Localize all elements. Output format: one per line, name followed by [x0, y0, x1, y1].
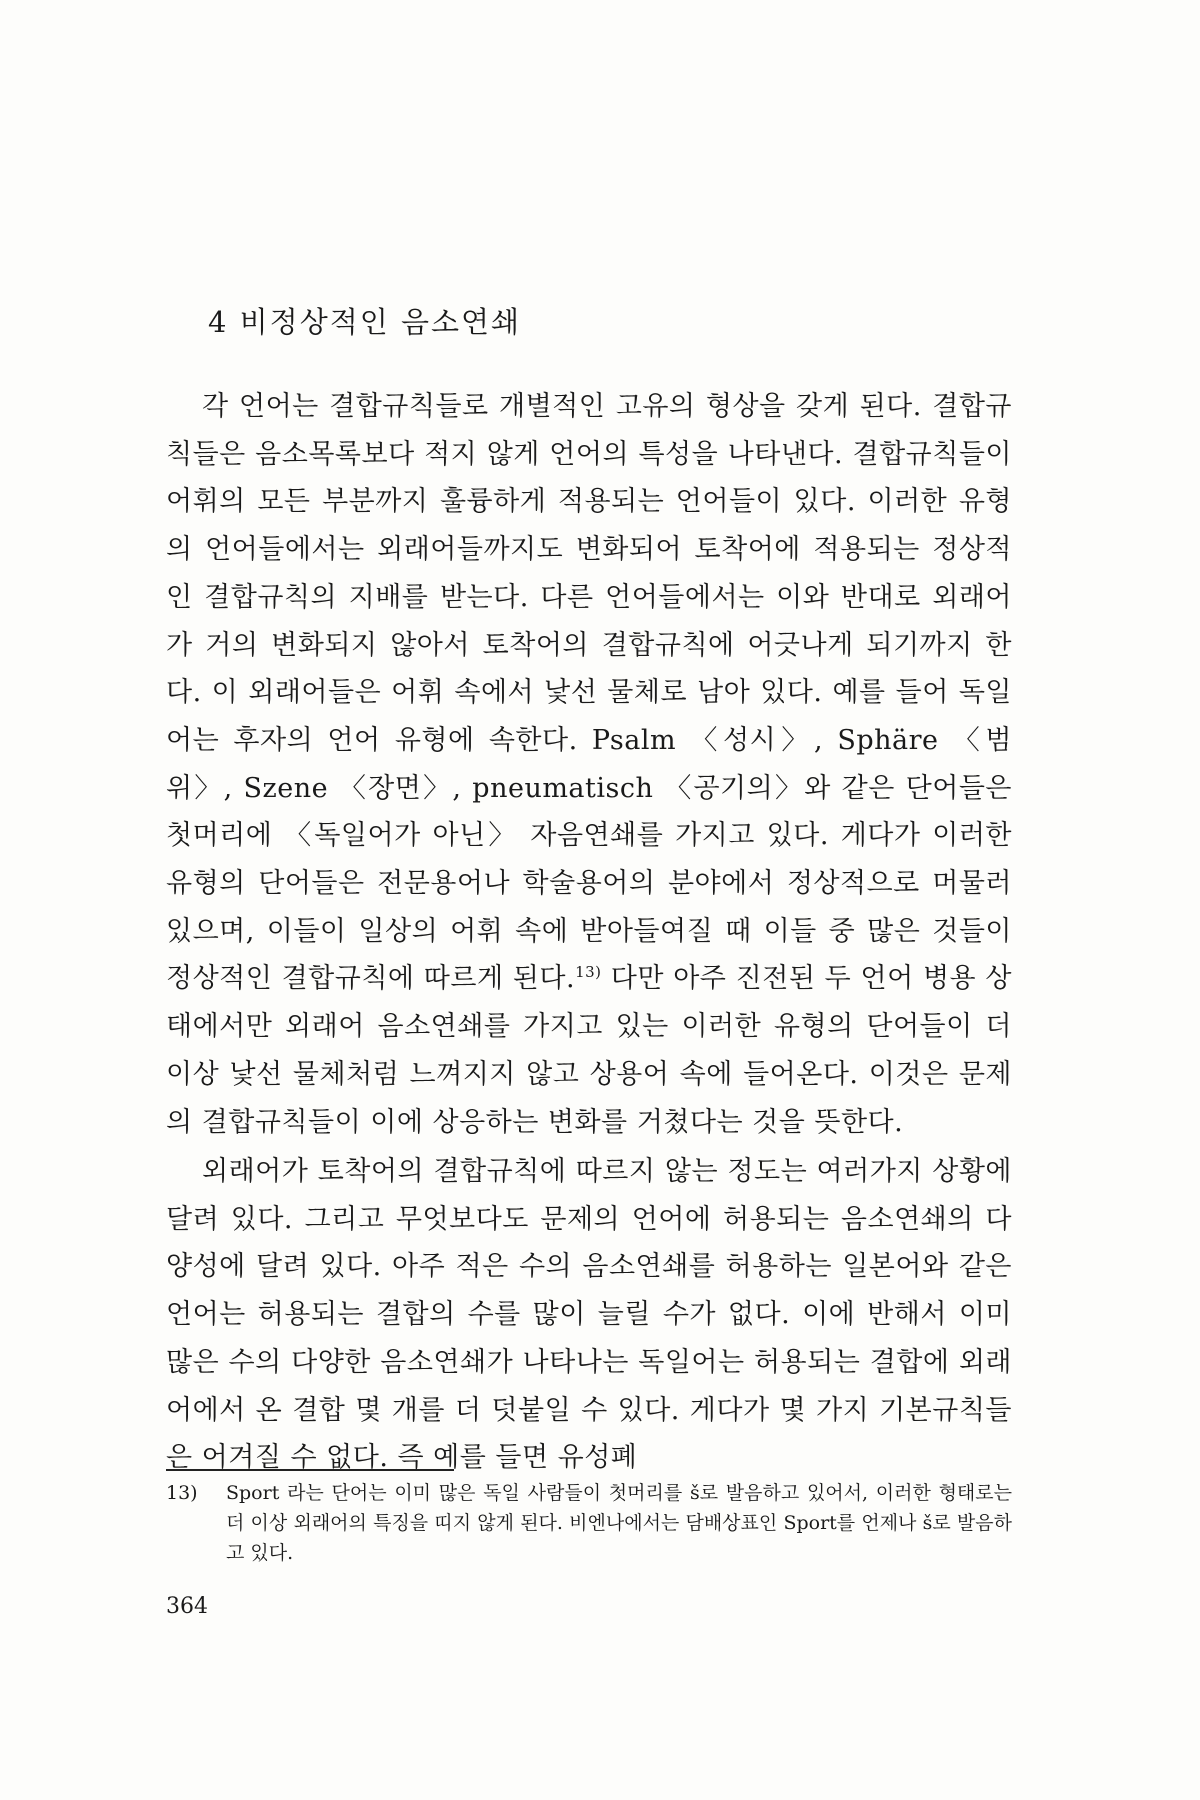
footnote-reference: 13)	[575, 963, 602, 982]
footnote-number: 13)	[166, 1482, 198, 1504]
footnote	[166, 1478, 1012, 1568]
body-paragraph-2: 외래어가 토착어의 결합규칙에 따르지 않는 정도는 여러가지 상황에 달려 있다. 그리고 무엇보다도 문제의 언어에 허용되는 음소연쇄의 다양성에 달려 있다. 아주 적은 수의 음소연쇄를 허용하는 일본어와 같은 언어는 허용되는 결합의 수를 많이 늘릴 수가 없다. 이에 반해서 이미 많은 수의 다양한 음소연쇄가 나타나는 독일어는 허용되는 결합에 외래어에서 온 결합 몇 개를 더 덧붙일 수 있다. 게다가 몇 가지 기본규칙들은 어겨질 수 없다. 즉 예를 들면 유성폐	[166, 1156, 1012, 1474]
paragraph-1-text-a: 각 언어는 결합규칙들로 개별적인 고유의 형상을 갖게 된다. 결합규칙들은 음소목록보다 적지 않게 언어의 특성을 나타낸다. 결합규칙들이 어휘의 모든 부분까지 훌륭하게 적용되는 언어들이 있다. 이러한 유형의 언어들에서는 외래어들까지도 변화되어 토착어에 적용되는 정상적인 결합규칙의 지배를 받는다. 다른 언어들에서는 이와 반대로 외래어가 거의 변화되지 않아서 토착어의 결합규칙에 어긋나게 되기까지 한다. 이 외래어들은 어휘 속에서 낯선 물체로 남아 있다. 예를 들어 독일어는 후자의 언어 유형에 속한다. Psalm 〈성시〉, Sphäre 〈범위〉, Szene 〈장면〉, pneumatisch 〈공기의〉와 같은 단어들은 첫머리에 〈독일어가 아닌〉 자음연쇄를 가지고 있다. 게다가 이러한 유형의 단어들은 전문용어나 학술용어의 분야에서 정상적으로 머물러 있으며, 이들이 일상의 어휘 속에 받아들여질 때 이들 중 많은 것들이 정상적인 결합규칙에 따르게 된다.	[166, 391, 1012, 995]
body-paragraph-1	[166, 383, 1012, 1146]
paragraph-1-text-b: 다만 아주 진전된 두 언어 병용 상태에서만 외래어 음소연쇄를 가지고 있는 이러한 유형의 단어들이 더 이상 낯선 물체처럼 느껴지지 않고 상용어 속에 들어온다. 이것은 문제의 결합규칙들이 이에 상응하는 변화를 거쳤다는 것을 뜻한다.	[166, 963, 1012, 1138]
footnote-text: Sport 라는 단어는 이미 많은 독일 사람들이 첫머리를 š로 발음하고 있어서, 이러한 형태로는 더 이상 외래어의 특징을 띠지 않게 된다. 비엔나에서는 담배상표인 Sport를 언제나 š로 발음하고 있다.	[226, 1482, 1012, 1564]
section-heading: 4 비정상적인 음소연쇄	[208, 305, 522, 339]
page-number: 364	[166, 1594, 208, 1619]
footnote-divider	[166, 1469, 454, 1471]
